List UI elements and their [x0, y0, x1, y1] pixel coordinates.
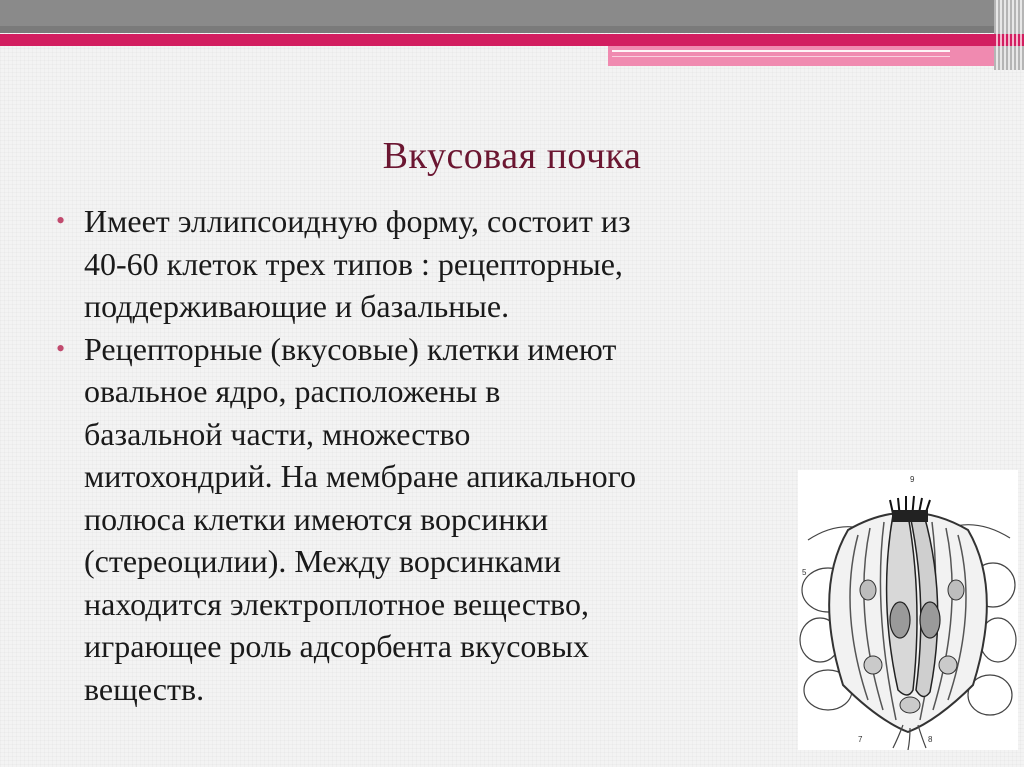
bullet-1-line-2: 40-60 клеток трех типов : рецепторные, — [84, 245, 623, 282]
slide-body — [56, 200, 856, 710]
taste-bud-drawing — [798, 470, 1018, 750]
bullet-2-line-7: находится электроплотное вещество, — [84, 585, 589, 622]
top-pink-stripe — [0, 34, 1024, 46]
bullet-2-line-9: веществ. — [84, 670, 205, 707]
top-bar-shadow — [0, 26, 1024, 33]
bullet-1-line-1: Имеет эллипсоидную форму, состоит из — [84, 203, 631, 239]
slide-title: Вкусовая почка — [382, 135, 642, 177]
corner-stripes-pink — [994, 34, 1024, 46]
figure-label-8: 8 — [928, 735, 933, 744]
accent-highlight-line — [612, 50, 950, 52]
bullet-2-line-3: базальной части, множество — [84, 415, 471, 452]
figure-label-7: 7 — [858, 735, 863, 744]
bullet-2-line-5: полюса клетки имеются ворсинки — [84, 500, 549, 537]
bullet-1-line-3: поддерживающие и базальные. — [84, 288, 510, 324]
bullet-icon: • — [56, 206, 66, 235]
bullet-icon: • — [56, 333, 66, 363]
bullet-2-line-2: овальное ядро, расположены в — [84, 373, 501, 409]
figure-label-5: 5 — [802, 568, 807, 577]
bullet-2-line-8: играющее роль адсорбента вкусовых — [84, 628, 590, 664]
bullet-2-line-6: (стереоцилии). Между ворсинками — [84, 543, 561, 579]
taste-bud-illustration — [798, 470, 1018, 750]
bullet-item-1 — [56, 200, 856, 328]
figure-label-9: 9 — [910, 475, 915, 484]
bullet-2-line-1: Рецепторные (вкусовые) клетки имеют — [84, 330, 617, 367]
bullet-2-line-4: митохондрий. На мембране апикального — [84, 458, 636, 494]
bullet-item-2 — [56, 328, 856, 711]
accent-highlight-line-2 — [612, 56, 950, 57]
